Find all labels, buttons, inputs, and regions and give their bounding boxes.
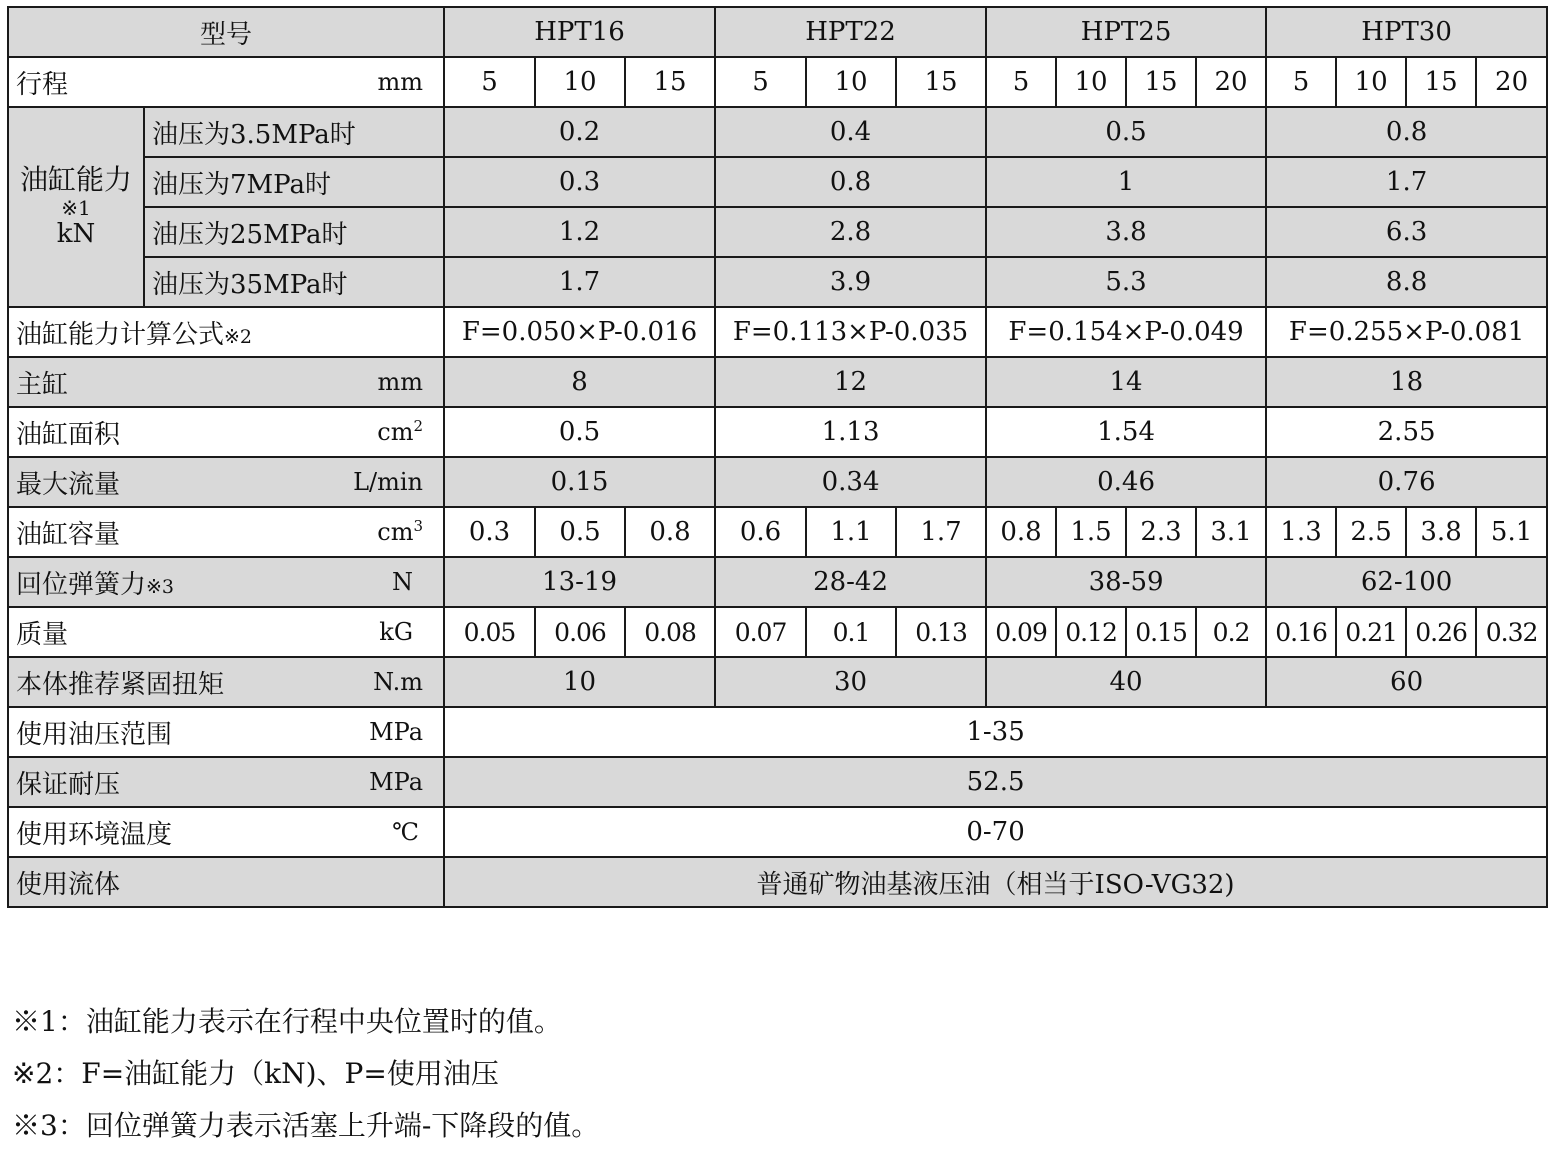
volume-label-cell (8, 507, 444, 557)
table-cell: F=0.050×P-0.016 (444, 307, 715, 357)
header-row (8, 7, 1547, 57)
table-cell: 0.6 (715, 507, 806, 557)
table-cell: 14 (986, 357, 1266, 407)
model-header-label: 型号 (8, 7, 444, 57)
table-cell: 30 (715, 657, 986, 707)
model-hpt25: HPT25 (986, 7, 1266, 57)
mass-label-cell (8, 607, 444, 657)
area-label: 油缸面积 (16, 419, 121, 450)
table-cell: F=0.154×P-0.049 (986, 307, 1266, 357)
capacity-note-mark: ※1 (61, 195, 91, 220)
table-cell: 0.07 (715, 607, 806, 657)
area-row (8, 407, 1547, 457)
table-cell: 0.15 (1126, 607, 1196, 657)
pressure-range-label-cell (8, 707, 444, 757)
table-cell: 10 (806, 57, 896, 107)
temperature-row (8, 807, 1547, 857)
table-cell: 3.8 (1406, 507, 1476, 557)
proof-pressure-label: 保证耐压 (16, 769, 121, 800)
table-cell: 15 (1126, 57, 1196, 107)
formula-note-mark: ※2 (224, 325, 253, 348)
table-cell: 60 (1266, 657, 1547, 707)
table-cell: 1.3 (1266, 507, 1336, 557)
table-cell: 0.26 (1406, 607, 1476, 657)
table-cell: 1-35 (444, 707, 1547, 757)
fluid-label: 使用流体 (8, 857, 444, 907)
table-cell: 10 (1336, 57, 1406, 107)
capacity-row (8, 257, 1547, 307)
table-cell: 6.3 (1266, 207, 1547, 257)
footnotes (12, 996, 599, 1152)
capacity-row (8, 157, 1547, 207)
table-cell: 0.16 (1266, 607, 1336, 657)
table-cell: 38-59 (986, 557, 1266, 607)
model-hpt30: HPT30 (1266, 7, 1547, 57)
table-cell: 0.46 (986, 457, 1266, 507)
main-cylinder-unit: mm (377, 368, 424, 396)
spring-note-mark: ※3 (146, 575, 175, 598)
capacity-unit: kN (56, 218, 96, 249)
table-cell: 2.3 (1126, 507, 1196, 557)
formula-row (8, 307, 1547, 357)
table-cell: 普通矿物油基液压油（相当于ISO-VG32) (444, 857, 1547, 907)
table-cell: 10 (1056, 57, 1126, 107)
stroke-row (8, 57, 1547, 107)
capacity-sub-label: 油压为25MPa时 (144, 207, 444, 257)
table-cell: 0.34 (715, 457, 986, 507)
footnote-3: ※3：回位弹簧力表示活塞上升端-下降段的值。 (12, 1109, 600, 1142)
proof-pressure-label-cell (8, 757, 444, 807)
table-cell: 40 (986, 657, 1266, 707)
table-cell: 52.5 (444, 757, 1547, 807)
area-label-cell (8, 407, 444, 457)
table-cell: 20 (1196, 57, 1266, 107)
table-cell: 0.4 (715, 107, 986, 157)
table-cell: 0.06 (535, 607, 625, 657)
table-cell: 0.3 (444, 157, 715, 207)
flow-unit: L/min (353, 468, 424, 496)
model-hpt22: HPT22 (715, 7, 986, 57)
pressure-range-unit: MPa (369, 718, 424, 746)
table-cell: 20 (1476, 57, 1547, 107)
formula-label: 油缸能力计算公式 (16, 319, 225, 350)
table-cell: 28-42 (715, 557, 986, 607)
table-cell: 5 (1266, 57, 1336, 107)
table-cell: 0-70 (444, 807, 1547, 857)
table-cell: 3.8 (986, 207, 1266, 257)
table-cell: 12 (715, 357, 986, 407)
footnote-1: ※1：油缸能力表示在行程中央位置时的值。 (12, 1005, 562, 1038)
table-cell: 15 (896, 57, 986, 107)
table-cell: 5.3 (986, 257, 1266, 307)
temperature-unit: ℃ (392, 818, 420, 846)
table-cell: 0.3 (444, 507, 535, 557)
torque-label-cell (8, 657, 444, 707)
table-cell: 1.7 (444, 257, 715, 307)
torque-unit: N.m (373, 668, 424, 696)
model-hpt16: HPT16 (444, 7, 715, 57)
fluid-row (8, 857, 1547, 907)
spring-unit: N (392, 568, 414, 596)
flow-label-cell (8, 457, 444, 507)
area-unit: $cm^2$ (377, 417, 424, 446)
table-cell: 15 (1406, 57, 1476, 107)
torque-row (8, 657, 1547, 707)
mass-row (8, 607, 1547, 657)
spec-table (7, 6, 1548, 908)
pressure-range-row (8, 707, 1547, 757)
table-cell: 2.8 (715, 207, 986, 257)
mass-unit: kG (379, 618, 414, 646)
table-cell: F=0.113×P-0.035 (715, 307, 986, 357)
capacity-row (8, 207, 1547, 257)
table-cell: 0.8 (1266, 107, 1547, 157)
temperature-label: 使用环境温度 (16, 819, 173, 850)
table-cell: 1.7 (1266, 157, 1547, 207)
table-cell: 0.21 (1336, 607, 1406, 657)
pressure-range-label: 使用油压范围 (16, 719, 173, 750)
table-cell: 10 (535, 57, 625, 107)
table-cell: 1.54 (986, 407, 1266, 457)
main-cylinder-row (8, 357, 1547, 407)
table-cell: 0.32 (1476, 607, 1547, 657)
proof-pressure-unit: MPa (369, 768, 424, 796)
table-cell: 13-19 (444, 557, 715, 607)
spring-label: 回位弹簧力 (16, 569, 147, 600)
table-cell: 1.13 (715, 407, 986, 457)
table-cell: 3.1 (1196, 507, 1266, 557)
table-cell: 0.08 (625, 607, 715, 657)
table-cell: 2.5 (1336, 507, 1406, 557)
flow-label: 最大流量 (16, 469, 121, 500)
table-cell: 0.5 (986, 107, 1266, 157)
table-cell: 0.8 (715, 157, 986, 207)
main-cylinder-label-cell (8, 357, 444, 407)
capacity-sub-label: 油压为7MPa时 (144, 157, 444, 207)
main-cylinder-label: 主缸 (16, 369, 69, 400)
proof-pressure-row (8, 757, 1547, 807)
table-cell: 0.09 (986, 607, 1056, 657)
volume-row (8, 507, 1547, 557)
stroke-unit: mm (377, 68, 424, 96)
table-cell: 62-100 (1266, 557, 1547, 607)
table-cell: 1.7 (896, 507, 986, 557)
table-cell: 0.1 (806, 607, 896, 657)
table-cell: 5 (986, 57, 1056, 107)
formula-label-cell (8, 307, 444, 357)
table-cell: 0.5 (535, 507, 625, 557)
table-cell: 0.13 (896, 607, 986, 657)
footnote-2: ※2：F=油缸能力（kN)、P=使用油压 (12, 1057, 499, 1090)
table-cell: F=0.255×P-0.081 (1266, 307, 1547, 357)
table-cell: 1.2 (444, 207, 715, 257)
volume-label: 油缸容量 (16, 519, 121, 550)
table-cell: 0.2 (444, 107, 715, 157)
table-cell: 1 (986, 157, 1266, 207)
capacity-sub-label: 油压为35MPa时 (144, 257, 444, 307)
table-cell: 15 (625, 57, 715, 107)
table-cell: 3.9 (715, 257, 986, 307)
table-cell: 0.2 (1196, 607, 1266, 657)
torque-label: 本体推荐紧固扭矩 (16, 669, 225, 700)
table-cell: 0.05 (444, 607, 535, 657)
stroke-label: 行程 (16, 69, 69, 100)
table-cell: 18 (1266, 357, 1547, 407)
table-cell: 5.1 (1476, 507, 1547, 557)
table-cell: 0.15 (444, 457, 715, 507)
capacity-row (8, 107, 1547, 157)
capacity-group-label (8, 107, 144, 307)
spring-row (8, 557, 1547, 607)
table-cell: 0.76 (1266, 457, 1547, 507)
table-cell: 10 (444, 657, 715, 707)
table-cell: 1.5 (1056, 507, 1126, 557)
temperature-label-cell (8, 807, 444, 857)
capacity-label: 油缸能力 (19, 163, 132, 197)
stroke-label-cell (8, 57, 444, 107)
table-cell: 0.12 (1056, 607, 1126, 657)
flow-row (8, 457, 1547, 507)
table-cell: 2.55 (1266, 407, 1547, 457)
table-cell: 5 (444, 57, 535, 107)
table-cell: 1.1 (806, 507, 896, 557)
table-cell: 0.5 (444, 407, 715, 457)
table-cell: 0.8 (625, 507, 715, 557)
mass-label: 质量 (16, 619, 69, 650)
table-cell: 0.8 (986, 507, 1056, 557)
spring-label-cell (8, 557, 444, 607)
capacity-sub-label: 油压为3.5MPa时 (144, 107, 444, 157)
volume-unit: $cm^3$ (377, 517, 424, 546)
table-cell: 8 (444, 357, 715, 407)
table-cell: 5 (715, 57, 806, 107)
table-cell: 8.8 (1266, 257, 1547, 307)
